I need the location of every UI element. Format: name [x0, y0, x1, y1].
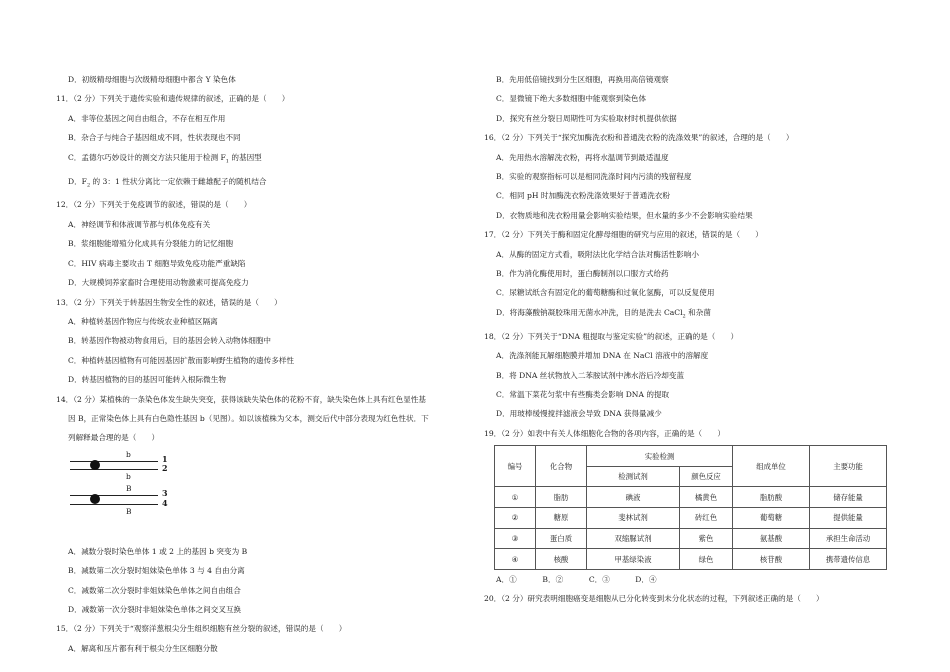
q14-option-b: B．减数第二次分裂时姐妹染色单体 3 与 4 自由分离: [68, 566, 245, 576]
q19-stem: 19．（2 分）如表中有关人体细胞化合物的各项内容，正确的是（ ）: [484, 428, 725, 438]
q19-option-a: A．①: [496, 574, 517, 584]
chromatid-2: [70, 469, 158, 470]
q15-stem: 15．（2 分）下列关于“观察洋葱根尖分生组织细胞有丝分裂的叙述，错误的是（ ）: [56, 624, 347, 634]
q16-option-b: B．实验的观察指标可以是相同洗涤时间内污渍的残留程度: [496, 172, 692, 182]
q19-option-d: D．④: [635, 574, 657, 584]
chromatid-3: [70, 495, 158, 496]
q14-option-d: D．减数第一次分裂时非姐妹染色单体之间交叉互换: [68, 604, 242, 614]
cell-compound: 脂肪: [536, 487, 587, 508]
q14-option-c: C．减数第二次分裂时非姐妹染色单体之间自由组合: [68, 585, 241, 595]
cell-reagent: 斐林试剂: [587, 508, 680, 529]
q16-option-d: D．衣物质地和洗衣粉用量会影响实验结果，但水量的多少不会影响实验结果: [496, 210, 753, 220]
table-header-row: [495, 446, 887, 467]
table-row: [495, 508, 887, 529]
chromosome-diagram: [70, 450, 190, 538]
q11-option-d: D．$F_2$ 的 3：1 性状分离比一定依赖于雌雄配子的随机结合: [68, 176, 267, 189]
cell-number: ①: [495, 487, 536, 508]
centromere-2: [90, 494, 100, 504]
q12-option-a: A．神经调节和体液调节都与机体免疫有关: [68, 219, 211, 229]
q11-option-c: C．孟德尔巧妙设计的测交方法只能用于检测 $F_1$ 的基因型: [68, 152, 262, 165]
q15-option-c: C．显微镜下绝大多数细胞中能观察到染色体: [496, 94, 647, 104]
cell-unit: 核苷酸: [733, 549, 810, 570]
cell-compound: 核酸: [536, 549, 587, 570]
cell-reagent: 甲基绿染液: [587, 549, 680, 570]
q14-option-a: A．减数分裂时染色单体 1 或 2 上的基因 b 突变为 B: [68, 546, 248, 556]
cell-reagent: 碘液: [587, 487, 680, 508]
q19-option-b: B．②: [542, 574, 564, 584]
cell-number: ②: [495, 508, 536, 529]
q11-option-a: A．非等位基因之间自由组合，不存在相互作用: [68, 113, 226, 123]
chromatid-4: [70, 504, 158, 505]
q18-option-d: D．用玻棒缓慢搅拌滤液会导致 DNA 获得量减少: [496, 409, 662, 419]
q18-option-a: A．洗涤剂能瓦解细胞膜并增加 DNA 在 NaCl 溶液中的溶解度: [496, 351, 709, 361]
chromatid-number-2: 2: [162, 462, 168, 473]
header-test: 实验检测: [587, 446, 733, 467]
gene-label-1: b: [126, 449, 131, 459]
compound-table: [494, 445, 887, 570]
chromatid-number-3: 3: [162, 487, 168, 498]
q12-option-d: D．大规模饲养家畜时合理使用动物激素可提高免疫力: [68, 278, 249, 288]
cell-color: 绿色: [680, 549, 733, 570]
q12-option-c: C．HIV 病毒主要攻击 T 细胞导致免疫功能严重缺陷: [68, 258, 246, 268]
q15-option-a: A．解离和压片都有利于根尖分生区细胞分散: [68, 643, 218, 653]
q13-option-a: A．种植转基因作物应与传统农业种植区隔离: [68, 316, 218, 326]
header-function: 主要功能: [810, 446, 887, 487]
chromatid-1: [70, 461, 158, 462]
cell-color: 橘黄色: [680, 487, 733, 508]
right-column: [484, 70, 902, 609]
q18-option-c: C．常温下菜花匀浆中有些酶类会影响 DNA 的提取: [496, 390, 670, 400]
q12-option-b: B．浆细胞能增殖分化成具有分裂能力的记忆细胞: [68, 239, 234, 249]
table-row: [495, 487, 887, 508]
q16-stem: 16．（2 分）下列关于“探究加酶洗衣粉和普通洗衣粉的洗涤效果”的叙述，合理的是（ ）: [484, 133, 794, 143]
q16-option-c: C．相同 pH 时加酶洗衣粉洗涤效果好于普通洗衣粉: [496, 191, 670, 201]
q13-stem: 13．（2 分）下列关于转基因生物安全性的叙述，错误的是（ ）: [56, 297, 282, 307]
q11-option-b: B．杂合子与纯合子基因组成不同，性状表现也不同: [68, 133, 241, 143]
cell-reagent: 双缩脲试剂: [587, 528, 680, 549]
q17-option-d: D．将海藻酸钠凝胶珠用无菌水冲洗，目的是洗去 CaCl$_2$ 和杂菌: [496, 307, 711, 320]
q19-option-c: C．③: [588, 574, 610, 584]
table-row: [495, 549, 887, 570]
chromatid-number-4: 4: [162, 497, 168, 508]
cell-color: 砖红色: [680, 508, 733, 529]
q11-stem: 11．（2 分）下列关于遗传实验和遗传规律的叙述，正确的是（ ）: [56, 94, 290, 104]
q13-option-b: B．转基因作物被动物食用后，目的基因会转入动物体细胞中: [68, 336, 272, 346]
cell-function: 提供能量: [810, 508, 887, 529]
q15-option-b: B．先用低倍镜找到分生区细胞，再换用高倍镜观察: [496, 75, 669, 84]
q16-option-a: A．先用热水溶解洗衣粉，再将水温调节到最适温度: [496, 152, 669, 162]
gene-label-3: B: [126, 483, 132, 493]
chromatid-number-1: 1: [162, 453, 168, 464]
cell-function: 承担生命活动: [810, 528, 887, 549]
q17-option-b: B．作为消化酶使用时，蛋白酶制剂以口服方式给药: [496, 269, 669, 279]
gene-label-4: B: [126, 506, 132, 516]
cell-number: ③: [495, 528, 536, 549]
gene-label-2: b: [126, 471, 131, 481]
q14-stem-line2: 因 B，正常染色体上具有白色隐性基因 b（见图）。如以该植株为父本，测交后代中部分表现为红色性状．下: [68, 413, 429, 423]
q13-option-c: C．种植转基因植物有可能因基因扩散而影响野生植物的遗传多样性: [68, 355, 295, 365]
header-number: 编号: [495, 446, 536, 487]
q14-stem-line1: 14．（2 分）某植株的一条染色体发生缺失突变，获得该缺失染色体的花粉不育，缺失染色体上具有红色显性基: [56, 394, 427, 404]
cell-compound: 蛋白质: [536, 528, 587, 549]
cell-unit: 脂肪酸: [733, 487, 810, 508]
cell-unit: 氨基酸: [733, 528, 810, 549]
left-column: [56, 70, 474, 658]
q15-option-d: D．探究有丝分裂日周期性可为实验取材时机提供依据: [496, 113, 677, 123]
q12-stem: 12．（2 分）下列关于免疫调节的叙述，错误的是（ ）: [56, 200, 252, 210]
q19-options: [484, 570, 902, 589]
cell-unit: 葡萄糖: [733, 508, 810, 529]
q17-option-a: A．从酶的固定方式看，吸附法比化学结合法对酶活性影响小: [496, 249, 699, 259]
q10-option-d: D．初级精母细胞与次级精母细胞中都含 Y 染色体: [68, 75, 236, 84]
header-compound: 化合物: [536, 446, 587, 487]
cell-function: 储存能量: [810, 487, 887, 508]
cell-function: 携带遗传信息: [810, 549, 887, 570]
q18-stem: 18．（2 分）下列关于“DNA 粗提取与鉴定实验”的叙述，正确的是（ ）: [484, 331, 739, 341]
q18-option-b: B．将 DNA 丝状物放入二苯胺试剂中沸水浴后冷却变蓝: [496, 370, 685, 380]
q17-option-c: C．尿糖试纸含有固定化的葡萄糖酶和过氧化氢酶，可以反复使用: [496, 288, 715, 298]
cell-compound: 糖原: [536, 508, 587, 529]
q13-option-d: D．转基因植物的目的基因可能转入根际微生物: [68, 375, 226, 385]
q14-stem-line3: 列解释最合理的是（ ）: [68, 433, 160, 443]
centromere-1: [90, 460, 100, 470]
header-color: 颜色反应: [680, 466, 733, 487]
table-body: [495, 487, 887, 569]
table-row: [495, 528, 887, 549]
q20-stem: 20．（2 分）研究表明细胞癌变是细胞从已分化转变到未分化状态的过程，下列叙述正确的是（ ）: [484, 594, 824, 604]
header-unit: 组成单位: [733, 446, 810, 487]
q17-stem: 17．（2 分）下列关于酶和固定化酵母细胞的研究与应用的叙述，错误的是（ ）: [484, 230, 763, 240]
cell-number: ④: [495, 549, 536, 570]
cell-color: 紫色: [680, 528, 733, 549]
header-reagent: 检测试剂: [587, 466, 680, 487]
